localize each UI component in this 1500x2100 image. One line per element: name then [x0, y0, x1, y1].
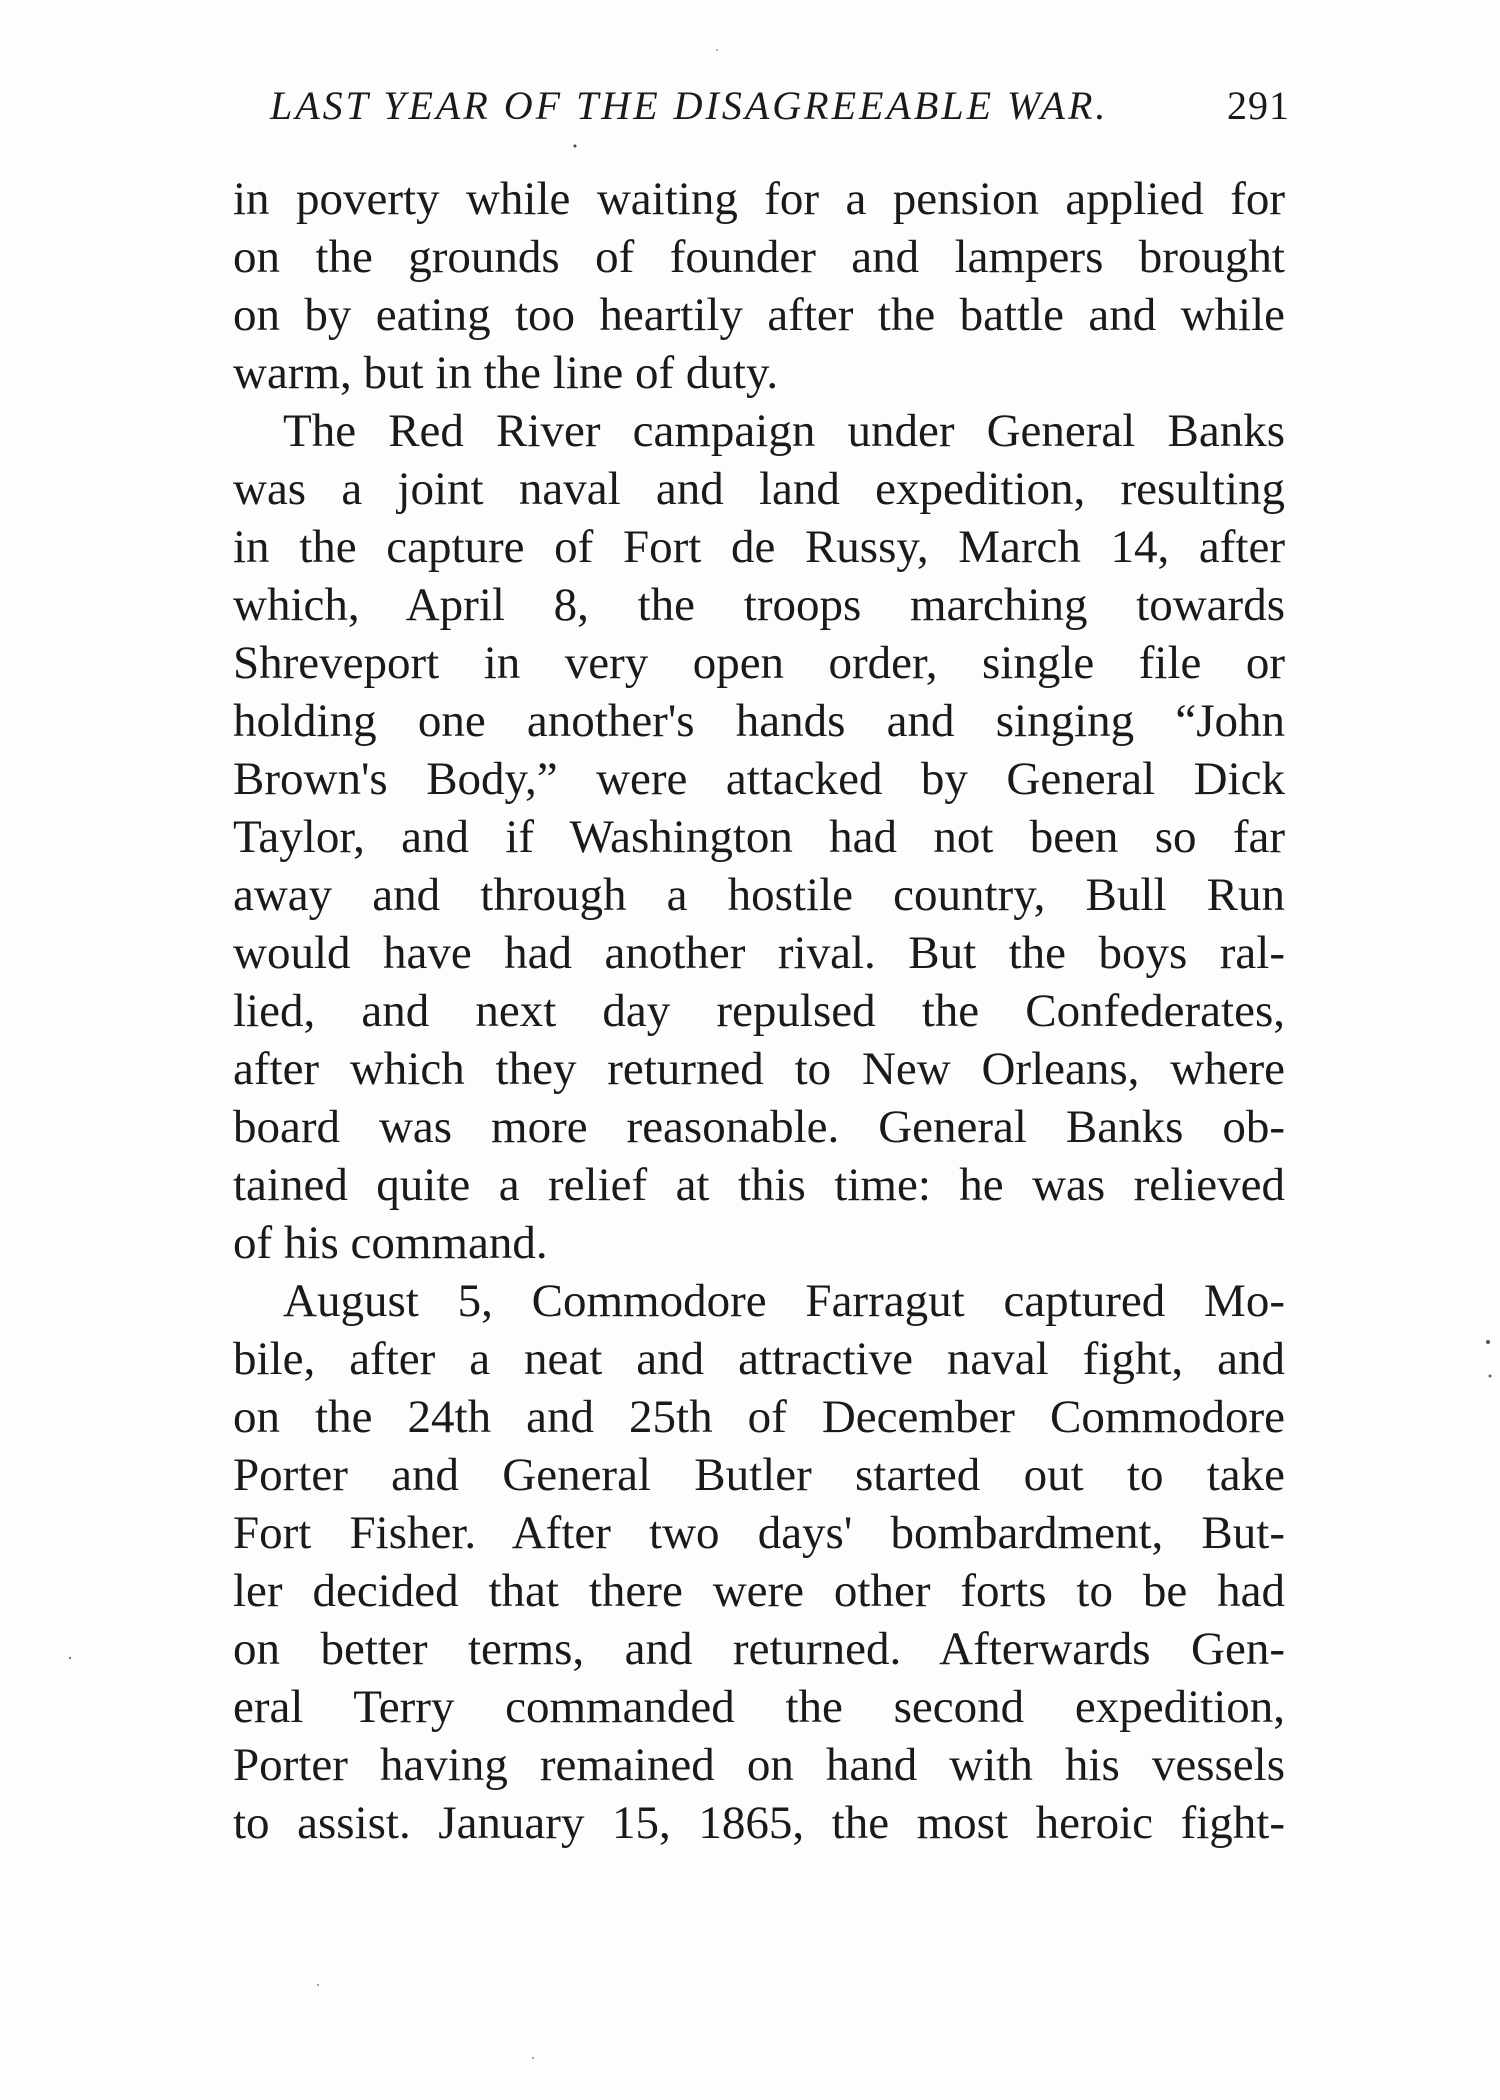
text-line: in poverty while waiting for a pension applied for	[233, 173, 1285, 225]
text-line: was a joint naval and land expedition, resulting	[233, 463, 1285, 515]
text-line: in the capture of Fort de Russy, March 14, after	[233, 521, 1285, 573]
text-line: on the grounds of founder and lampers brought	[233, 231, 1285, 283]
text-line: on better terms, and returned. Afterwards Gen-	[233, 1623, 1285, 1675]
speck	[532, 2057, 534, 2059]
text-line: Porter and General Butler started out to take	[233, 1449, 1285, 1501]
text-line: The Red River campaign under General Banks	[283, 405, 1285, 457]
running-head	[270, 82, 1290, 142]
text-line: Porter having remained on hand with his vessels	[233, 1739, 1285, 1791]
speck	[317, 1984, 319, 1986]
text-line: warm, but in the line of duty.	[233, 347, 779, 399]
paragraph-3	[233, 1272, 1285, 1852]
text-line: holding one another's hands and singing “John	[233, 695, 1285, 747]
text-line: on the 24th and 25th of December Commodore	[233, 1391, 1285, 1443]
text-line: bile, after a neat and attractive naval fight, and	[233, 1333, 1285, 1385]
speck	[69, 1657, 71, 1659]
text-line: to assist. January 15, 1865, the most heroic fight-	[233, 1797, 1285, 1849]
speck	[1489, 1375, 1492, 1378]
running-head-title: LAST YEAR OF THE DISAGREEABLE WAR.	[270, 83, 1109, 128]
text-line: away and through a hostile country, Bull Run	[233, 869, 1285, 921]
text-line: tained quite a relief at this time: he was relieved	[233, 1159, 1285, 1211]
text-line: after which they returned to New Orleans, where	[233, 1043, 1285, 1095]
text-line: which, April 8, the troops marching towards	[233, 579, 1285, 631]
text-line: ler decided that there were other forts to be had	[233, 1565, 1285, 1617]
speck	[1486, 1340, 1490, 1344]
text-line: of his command.	[233, 1217, 548, 1269]
text-line: August 5, Commodore Farragut captured Mo-	[283, 1275, 1285, 1327]
text-line: lied, and next day repulsed the Confederates,	[233, 985, 1285, 1037]
text-line: Brown's Body,” were attacked by General Dick	[233, 753, 1285, 805]
text-line: would have had another rival. But the boys ral-	[233, 927, 1285, 979]
text-line: eral Terry commanded the second expedition,	[233, 1681, 1285, 1733]
body-text	[233, 170, 1285, 1852]
paragraph-1	[233, 170, 1285, 402]
speck	[716, 49, 718, 51]
text-line: Shreveport in very open order, single file or	[233, 637, 1285, 689]
paragraph-2	[233, 402, 1285, 1272]
text-line: Taylor, and if Washington had not been so far	[233, 811, 1285, 863]
speck	[574, 145, 577, 148]
page-number: 291	[1227, 83, 1290, 128]
text-line: on by eating too heartily after the battle and while	[233, 289, 1285, 341]
text-line: board was more reasonable. General Banks ob-	[233, 1101, 1285, 1153]
text-line: Fort Fisher. After two days' bombardment, But-	[233, 1507, 1285, 1559]
